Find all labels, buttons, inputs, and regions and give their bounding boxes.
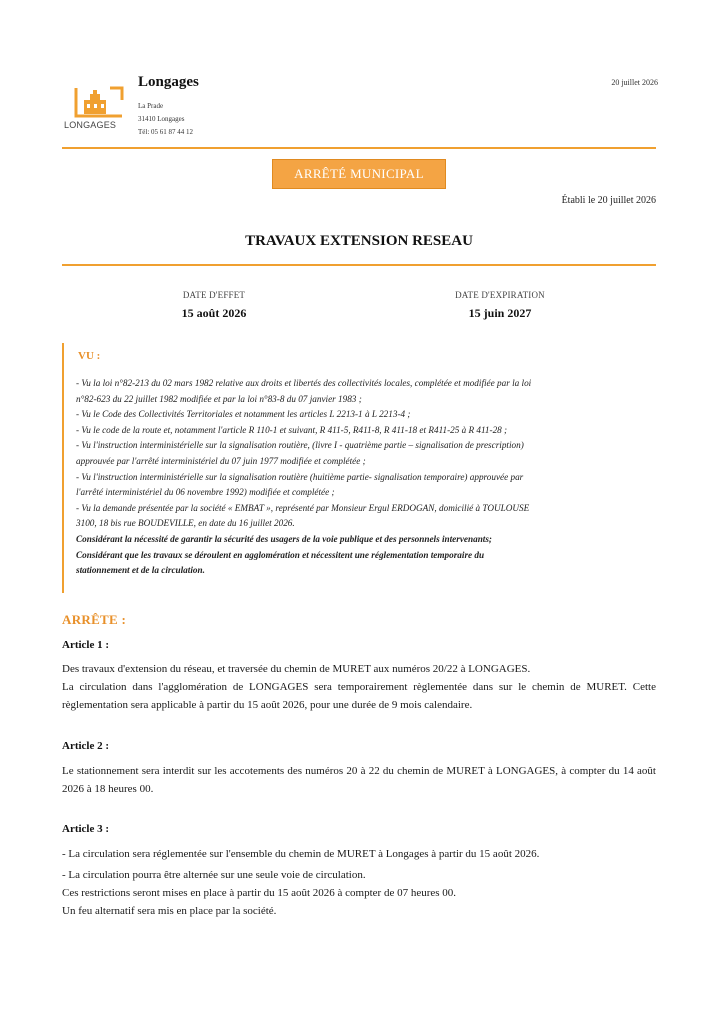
article-line: La circulation dans l'agglomération de LONGAGES sera temporairement règlementée dans sur le chemin de MURET. Cette règlementation sera applicable à partir du 15 août 2026, pour une durée de 9 mois calendaire. — [62, 681, 656, 711]
logo-text: LONGAGES — [64, 120, 117, 130]
article-line: Un feu alternatif sera mis en place par la société. — [62, 905, 277, 917]
header-date: 20 juillet 2026 — [611, 78, 658, 87]
article-2-body — [62, 762, 656, 798]
vu-line: approuvée par l'arrêté interministériel du 07 juin 1977 modifiée et complétée ; — [76, 455, 366, 466]
phone-number: Tél: 05 61 87 44 12 — [138, 128, 194, 136]
article-line: Des travaux d'extension du réseau, et traversée du chemin de MURET aux numéros 20/22 à LONGAGES. — [62, 663, 531, 675]
established-date: Établi le 20 juillet 2026 — [561, 195, 656, 206]
vu-line: 3100, 18 bis rue BOUDEVILLE, en date du 16 juillet 2026. — [76, 518, 295, 529]
divider-top — [62, 147, 656, 149]
vu-list — [76, 376, 646, 579]
effective-date-label: DATE D'EFFET — [182, 290, 246, 300]
vu-line: l'arrêté interministériel du 06 novembre 1992) modifiée et complétée ; — [76, 487, 335, 498]
arrete-heading: ARRÊTE : — [62, 612, 127, 627]
address-line-2: 31410 Longages — [138, 115, 185, 123]
article-line: - La circulation pourra être alternée sur une seule voie de circulation. — [62, 869, 366, 881]
effective-date-value: 15 août 2026 — [181, 306, 247, 320]
considerant-line: Considérant la nécessité de garantir la sécurité des usagers de la voie publique et des personnels intervenants; — [76, 533, 492, 544]
considerant-line: Considérant que les travaux se déroulent en agglomération et nécessitent une réglementation temporaire du — [76, 549, 485, 560]
vu-line: - Vu le Code des Collectivités Territoriales et notamment les articles L 2213-1 à L 2213-4 ; — [76, 409, 411, 420]
expiration-date-label: DATE D'EXPIRATION — [455, 290, 545, 300]
vu-line: - Vu le code de la route et, notamment l'article R 110-1 et suivant, R 411-5, R411-8, R 411-18 et R411-25 à R 411-28 ; — [76, 424, 508, 435]
article-line: Ces restrictions seront mises en place à partir du 15 août 2026 à compter de 07 heures 00. — [62, 887, 457, 899]
article-3-body — [62, 845, 656, 920]
vu-line: - Vu la demande présentée par la société « EMBAT », représenté par Monsieur Ergul ERDOGAN, domicilié à TOULOUSE — [76, 502, 530, 513]
vu-line: n°82-623 du 22 juillet 1982 modifiée et par la loi n°83-8 du 07 janvier 1983 ; — [76, 393, 362, 404]
document-type-badge: ARRÊTÉ MUNICIPAL — [272, 159, 446, 189]
article-2-title: Article 2 : — [62, 740, 110, 752]
considerant-line: stationnement et de la circulation. — [76, 565, 205, 576]
vu-line: - Vu l'instruction interministérielle sur la signalisation routière (huitième partie- signalisation temporaire) approuvée par — [76, 471, 524, 482]
article-line: Le stationnement sera interdit sur les accotements des numéros 20 à 22 du chemin de MURET à LONGAGES, à compter du 14 août 2026 à 18 heures 00. — [62, 765, 656, 795]
vu-heading: VU : — [78, 350, 101, 362]
divider-title — [62, 264, 656, 266]
organization-name: Longages — [138, 74, 199, 90]
article-line: - La circulation sera réglementée sur l'ensemble du chemin de MURET à Longages à partir du 15 août 2026. — [62, 848, 540, 860]
address-line-1: La Prade — [138, 102, 164, 110]
vu-line: - Vu la loi n°82-213 du 02 mars 1982 relative aux droits et libertés des collectivités locales, complétée et modifiée par la loi — [76, 378, 532, 388]
document-title: TRAVAUX EXTENSION RESEAU — [245, 233, 473, 249]
article-3-title: Article 3 : — [62, 823, 110, 835]
expiration-date-value: 15 juin 2027 — [468, 306, 532, 320]
article-1-body — [62, 660, 656, 714]
article-1-title: Article 1 : — [62, 639, 110, 651]
vu-line: - Vu l'instruction interministérielle sur la signalisation routière, (livre I - quatrième partie – signalisation de prescription) — [76, 440, 524, 451]
